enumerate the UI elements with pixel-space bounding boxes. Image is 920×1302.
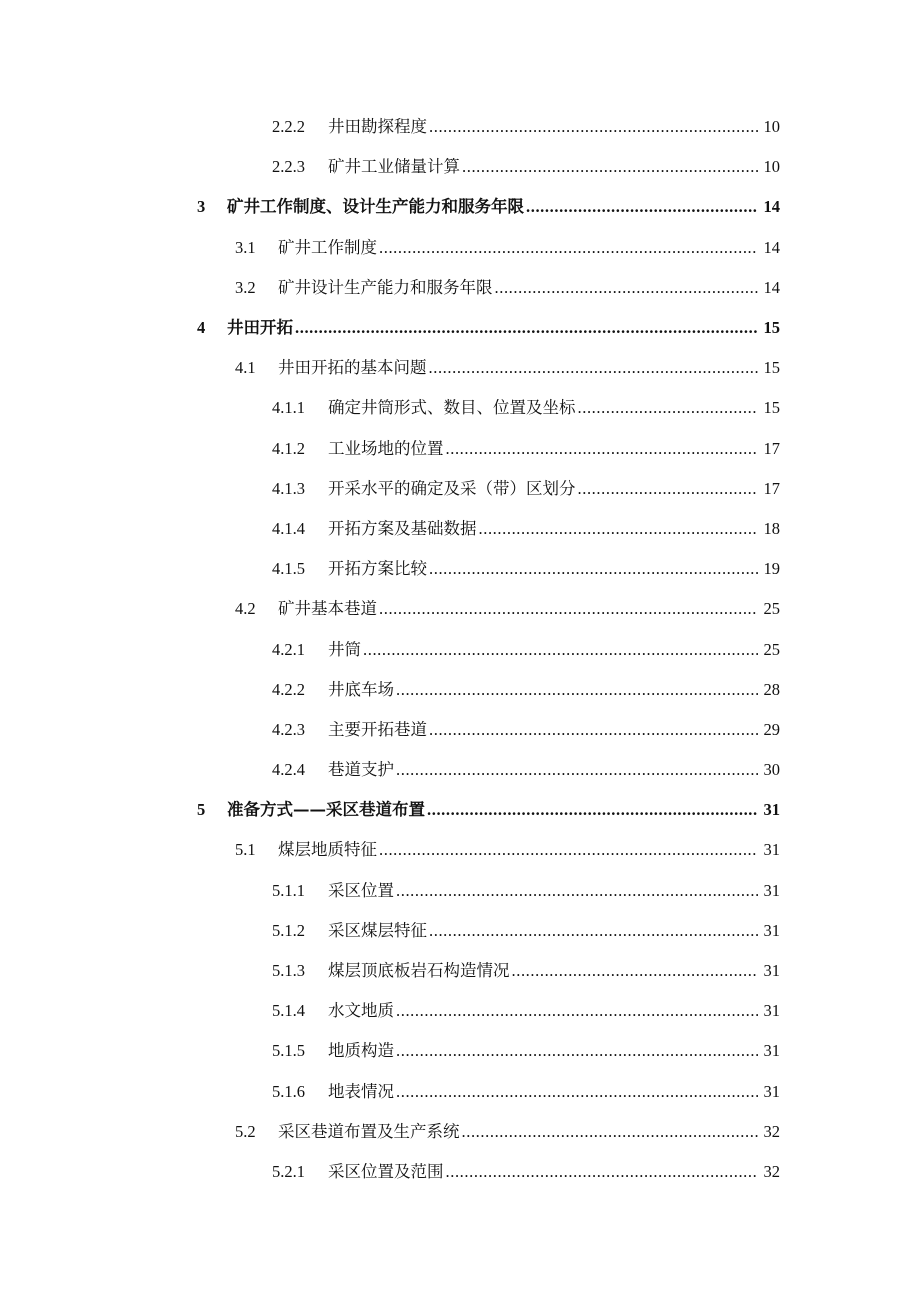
dot-leader — [429, 710, 758, 750]
toc-entry-page-number: 15 — [763, 398, 780, 418]
toc-entry[interactable] — [0, 1031, 920, 1071]
toc-entry-title: 巷道支护 — [328, 760, 394, 780]
toc-entry-leader — [278, 589, 758, 629]
toc-entry-number: 3.1 — [235, 237, 256, 257]
toc-entry-number: 2.2.2 — [272, 117, 305, 137]
toc-entry[interactable] — [0, 469, 920, 509]
toc-entry[interactable] — [0, 187, 920, 227]
dot-leader — [429, 549, 758, 589]
toc-entry-title: 矿井基本巷道 — [278, 599, 377, 619]
toc-entry[interactable] — [0, 549, 920, 589]
toc-entry-title: 确定井筒形式、数目、位置及坐标 — [328, 398, 576, 418]
dot-leader — [578, 388, 759, 428]
toc-entry[interactable] — [0, 790, 920, 830]
toc-entry-page-number: 31 — [763, 1001, 780, 1021]
dot-leader — [379, 589, 758, 629]
dot-leader — [396, 1072, 758, 1112]
toc-entry-title: 采区位置及范围 — [328, 1161, 444, 1181]
dot-leader — [427, 790, 758, 830]
toc-entry-leader — [328, 469, 758, 509]
toc-entry-leader — [328, 509, 758, 549]
toc-entry[interactable] — [0, 348, 920, 388]
toc-entry-leader — [328, 871, 758, 911]
toc-entry-number: 3 — [197, 197, 206, 217]
toc-entry-title: 开采水平的确定及采（带）区划分 — [328, 478, 576, 498]
toc-entry[interactable] — [0, 589, 920, 629]
toc-entry-number: 4.2.4 — [272, 760, 305, 780]
toc-entry-title: 工业场地的位置 — [328, 438, 444, 458]
toc-entry-number: 4.2.2 — [272, 679, 305, 699]
toc-entry-title: 矿井工作制度、设计生产能力和服务年限 — [227, 197, 524, 217]
toc-entry-leader — [328, 991, 758, 1031]
dot-leader — [495, 268, 759, 308]
toc-entry[interactable] — [0, 871, 920, 911]
toc-entry-leader — [328, 750, 758, 790]
toc-entry[interactable] — [0, 268, 920, 308]
toc-entry-title: 井田勘探程度 — [328, 117, 427, 137]
toc-entry-number: 4.2.3 — [272, 719, 305, 739]
toc-entry-leader — [328, 429, 758, 469]
toc-entry-number: 5.1.5 — [272, 1041, 305, 1061]
toc-entry-title: 井田开拓的基本问题 — [278, 358, 427, 378]
toc-entry-page-number: 31 — [763, 880, 780, 900]
toc-entry-number: 4.2.1 — [272, 639, 305, 659]
toc-entry-page-number: 10 — [763, 157, 780, 177]
toc-entry[interactable] — [0, 509, 920, 549]
toc-entry-leader — [328, 670, 758, 710]
toc-entry[interactable] — [0, 911, 920, 951]
toc-entry-title: 采区巷道布置及生产系统 — [278, 1121, 460, 1141]
toc-entry-page-number: 18 — [763, 518, 780, 538]
toc-entry-leader — [328, 147, 758, 187]
toc-entry-page-number: 31 — [763, 920, 780, 940]
toc-entry-page-number: 14 — [763, 277, 780, 297]
toc-entry-page-number: 31 — [763, 1041, 780, 1061]
dot-leader — [462, 147, 758, 187]
table-of-contents — [0, 107, 920, 1192]
toc-entry-leader — [328, 1031, 758, 1071]
toc-entry-title: 开拓方案及基础数据 — [328, 518, 477, 538]
toc-entry-leader — [278, 228, 758, 268]
toc-entry[interactable] — [0, 1072, 920, 1112]
toc-entry-number: 5.1.2 — [272, 920, 305, 940]
dot-leader — [363, 630, 758, 670]
toc-entry-leader — [227, 790, 758, 830]
toc-entry-title: 主要开拓巷道 — [328, 719, 427, 739]
toc-entry[interactable] — [0, 951, 920, 991]
dot-leader — [479, 509, 759, 549]
toc-entry[interactable] — [0, 710, 920, 750]
toc-entry-number: 4.1.2 — [272, 438, 305, 458]
dot-leader — [446, 429, 759, 469]
toc-entry-number: 4.1.4 — [272, 518, 305, 538]
toc-entry-page-number: 28 — [763, 679, 780, 699]
toc-entry-leader — [328, 710, 758, 750]
toc-entry-page-number: 31 — [763, 800, 780, 820]
toc-entry[interactable] — [0, 147, 920, 187]
toc-entry-leader — [278, 268, 758, 308]
toc-entry-page-number: 32 — [763, 1161, 780, 1181]
toc-entry[interactable] — [0, 228, 920, 268]
toc-entry-leader — [278, 830, 758, 870]
dot-leader — [512, 951, 759, 991]
toc-entry[interactable] — [0, 670, 920, 710]
dot-leader — [578, 469, 759, 509]
toc-entry-leader — [328, 1072, 758, 1112]
toc-entry[interactable] — [0, 388, 920, 428]
toc-entry-number: 4 — [197, 318, 206, 338]
toc-entry-page-number: 31 — [763, 961, 780, 981]
toc-entry-title: 井底车场 — [328, 679, 394, 699]
dot-leader — [396, 871, 758, 911]
toc-entry-leader — [227, 187, 758, 227]
dot-leader — [396, 750, 758, 790]
toc-entry-number: 5 — [197, 800, 206, 820]
toc-entry[interactable] — [0, 991, 920, 1031]
dot-leader — [429, 911, 758, 951]
toc-entry-number: 5.2 — [235, 1121, 256, 1141]
toc-entry-number: 4.1 — [235, 358, 256, 378]
toc-entry-page-number: 32 — [763, 1121, 780, 1141]
toc-entry-title: 矿井设计生产能力和服务年限 — [278, 277, 493, 297]
toc-entry-title: 井田开拓 — [227, 318, 293, 338]
toc-entry-page-number: 15 — [763, 318, 780, 338]
toc-entry[interactable] — [0, 107, 920, 147]
toc-entry-title: 煤层顶底板岩石构造情况 — [328, 961, 510, 981]
toc-entry-leader — [328, 951, 758, 991]
toc-entry-number: 3.2 — [235, 277, 256, 297]
toc-entry-page-number: 30 — [763, 760, 780, 780]
toc-entry[interactable] — [0, 629, 920, 669]
toc-entry-title: 地表情况 — [328, 1081, 394, 1101]
toc-entry-title: 矿井工作制度 — [278, 237, 377, 257]
toc-entry-page-number: 14 — [763, 237, 780, 257]
toc-entry-title: 水文地质 — [328, 1001, 394, 1021]
dot-leader — [446, 1152, 759, 1192]
toc-entry-page-number: 31 — [763, 840, 780, 860]
toc-entry-page-number: 29 — [763, 719, 780, 739]
dot-leader — [429, 107, 758, 147]
toc-entry-page-number: 15 — [763, 358, 780, 378]
toc-entry[interactable] — [0, 830, 920, 870]
toc-entry-number: 5.2.1 — [272, 1161, 305, 1181]
toc-entry-title: 地质构造 — [328, 1041, 394, 1061]
toc-entry-leader — [278, 1112, 758, 1152]
toc-entry-leader — [328, 911, 758, 951]
toc-entry[interactable] — [0, 308, 920, 348]
toc-entry[interactable] — [0, 429, 920, 469]
dot-leader — [429, 348, 759, 388]
toc-entry-number: 4.1.5 — [272, 559, 305, 579]
dot-leader — [396, 670, 758, 710]
dot-leader — [396, 991, 758, 1031]
toc-entry-number: 4.1.1 — [272, 398, 305, 418]
toc-entry[interactable] — [0, 1112, 920, 1152]
toc-entry-leader — [328, 549, 758, 589]
dot-leader — [462, 1112, 759, 1152]
toc-entry-title: 采区煤层特征 — [328, 920, 427, 940]
dot-leader — [396, 1031, 758, 1071]
toc-entry-number: 5.1.6 — [272, 1081, 305, 1101]
toc-entry-title: 煤层地质特征 — [278, 840, 377, 860]
toc-entry-page-number: 25 — [763, 639, 780, 659]
dot-leader — [379, 830, 758, 870]
toc-entry[interactable] — [0, 750, 920, 790]
toc-entry-title: 井筒 — [328, 639, 361, 659]
toc-entry-number: 5.1 — [235, 840, 256, 860]
toc-entry-leader — [328, 1152, 758, 1192]
toc-entry-page-number: 17 — [763, 438, 780, 458]
toc-entry-page-number: 10 — [763, 117, 780, 137]
toc-entry-title: 开拓方案比较 — [328, 559, 427, 579]
toc-entry-number: 4.2 — [235, 599, 256, 619]
toc-entry-leader — [227, 308, 758, 348]
toc-entry-leader — [278, 348, 758, 388]
toc-entry-title: 准备方式——采区巷道布置 — [227, 800, 425, 820]
toc-entry-number: 4.1.3 — [272, 478, 305, 498]
dot-leader — [526, 187, 758, 227]
toc-entry-number: 5.1.4 — [272, 1001, 305, 1021]
toc-entry-title: 矿井工业储量计算 — [328, 157, 460, 177]
toc-entry-number: 5.1.3 — [272, 961, 305, 981]
dot-leader — [295, 308, 758, 348]
toc-entry-page-number: 25 — [763, 599, 780, 619]
toc-entry-leader — [328, 630, 758, 670]
toc-entry-number: 5.1.1 — [272, 880, 305, 900]
toc-entry-page-number: 31 — [763, 1081, 780, 1101]
toc-entry-number: 2.2.3 — [272, 157, 305, 177]
toc-entry-leader — [328, 107, 758, 147]
toc-entry-page-number: 14 — [763, 197, 780, 217]
toc-entry-page-number: 17 — [763, 478, 780, 498]
toc-entry[interactable] — [0, 1152, 920, 1192]
toc-entry-title: 采区位置 — [328, 880, 394, 900]
toc-entry-page-number: 19 — [763, 559, 780, 579]
toc-entry-leader — [328, 388, 758, 428]
dot-leader — [379, 228, 758, 268]
